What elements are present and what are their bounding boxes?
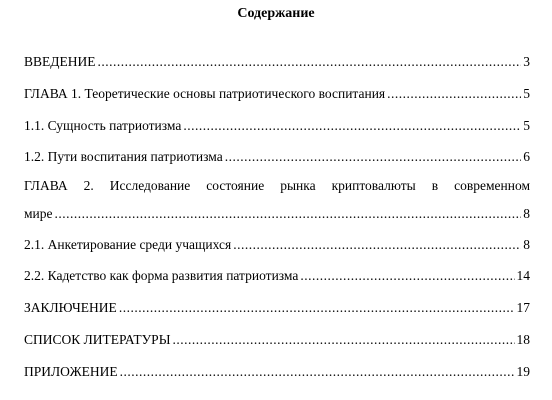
toc-entry-1-2 [24,149,530,165]
toc-entry-chapter-1 [24,86,530,102]
dot-leader [183,118,521,134]
toc-entry-1-1 [24,118,530,134]
toc-entry-references [24,332,530,348]
toc-entry-label: 2.2. Кадетство как форма развития патриотизма [24,268,299,283]
toc-entry-label: 1.2. Пути воспитания патриотизма [24,149,223,164]
toc-entry-chapter-2 [24,206,530,222]
toc-entry-label: 1.1. Сущность патриотизма [24,118,182,133]
toc-entry-page: 3 [523,54,530,69]
dot-leader [120,364,515,380]
toc-entry-label: ГЛАВА 1. Теоретические основы патриотического воспитания [24,86,386,101]
toc-entry-2-2 [24,268,530,284]
toc-entry-conclusion [24,300,530,316]
dot-leader [300,268,514,284]
dot-leader [97,54,521,70]
toc-entry-label: ВВЕДЕНИЕ [24,54,96,69]
toc-entry-introduction [24,54,530,70]
toc-entry-chapter-2-line1: ГЛАВА 2. Исследование состояние рынка криптовалюты в современном [24,178,530,193]
toc-entry-label: ПРИЛОЖЕНИЕ [24,364,118,379]
dot-leader [233,237,521,253]
toc-entry-page: 5 [523,86,530,101]
toc-entry-page: 6 [523,149,530,164]
toc-entry-page: 8 [523,206,530,221]
dot-leader [225,149,522,165]
toc-entry-page: 5 [523,118,530,133]
toc-entry-page: 19 [516,364,530,379]
toc-entry-page: 14 [516,268,530,283]
toc-entry-label: мире [24,206,53,221]
toc-entry-label: СПИСОК ЛИТЕРАТУРЫ [24,332,171,347]
toc-entry-appendix [24,364,530,380]
dot-leader [55,206,522,222]
toc-entry-page: 8 [523,237,530,252]
dot-leader [387,86,521,102]
toc-entry-2-1 [24,237,530,253]
toc-entry-page: 18 [516,332,530,347]
dot-leader [172,332,514,348]
toc-entry-label: 2.1. Анкетирование среди учащихся [24,237,232,252]
dot-leader [119,300,515,316]
toc-title: Содержание [237,6,315,21]
toc-entry-label: ЗАКЛЮЧЕНИЕ [24,300,117,315]
toc-entry-page: 17 [516,300,530,315]
